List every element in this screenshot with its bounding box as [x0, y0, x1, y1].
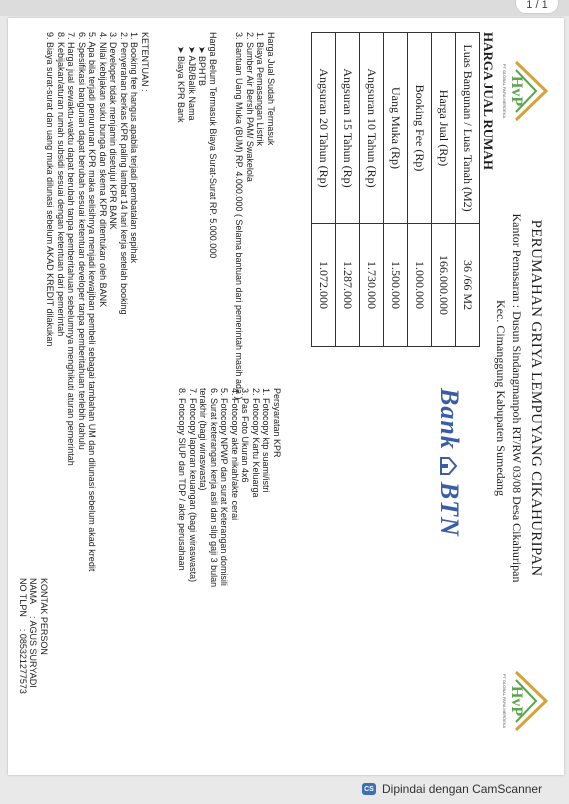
list-item: ➤ Biaya KPR Bank	[176, 46, 187, 123]
contact-phone-label: NO TLPN	[18, 578, 28, 617]
price-section-title: HARGA JUAL RUMAH	[481, 32, 496, 170]
logo-hvp-icon	[500, 58, 550, 124]
list-item: 3. Developer tidak menjamin disetujui KPR BANK	[108, 32, 119, 230]
price-table	[311, 32, 480, 347]
svg-text:HvP: HvP	[508, 75, 525, 107]
row-value: 36 /66 M2	[456, 224, 480, 347]
row-label: Angsuran 20 Tahun (Rp)	[312, 33, 336, 224]
list-item: 1. Biaya Pemasangan Listrik	[255, 32, 266, 147]
office-address: Kantor Pemasaran : Dusun Sindangmanpoh RT/RW 03/08 Desa Cikahuripan	[510, 213, 524, 583]
house-icon	[439, 456, 459, 476]
row-value: 1.730.000	[360, 224, 384, 347]
included-costs	[234, 32, 276, 400]
list-item: 7. Fotocopy laporan keuangan (bagi wiraswasta)	[188, 388, 198, 583]
row-label: Harga Jual (Rp)	[432, 33, 456, 224]
list-item: 4. Fotocopy akte nikah/akte cerai	[230, 388, 240, 521]
contact-phone-row	[18, 578, 29, 694]
kpr-title: Persyaratan KPR	[272, 388, 282, 458]
svg-text:HvP: HvP	[508, 685, 525, 717]
viewer-top-bar	[0, 0, 569, 16]
office-district: Kec. Cimanggung Kabupaten Sumedang	[494, 300, 508, 496]
list-item: 3. Bantuan Uang Muka (BUM) RP. 4.000.000 ( Selama bantuan dari pemerintah masih ada )	[234, 32, 245, 400]
row-label: Angsuran 10 Tahun (Rp)	[360, 33, 384, 224]
table-row	[408, 33, 432, 347]
contact-phone-value: : 085321277573	[18, 628, 28, 694]
list-item: 2. Sumber Air Bersih PAM/ Swakelola	[245, 32, 255, 182]
table-row	[456, 33, 480, 347]
table-row	[360, 33, 384, 347]
table-row	[384, 33, 408, 347]
row-value: 166.000.000	[432, 224, 456, 347]
row-label: Uang Muka (Rp)	[384, 33, 408, 224]
row-label: Angsuran 15 Tahun (Rp)	[336, 33, 360, 224]
row-value: 1.000.000	[408, 224, 432, 347]
svg-text:PT GLOBAL PARA MERDEKA: PT GLOBAL PARA MERDEKA	[502, 63, 507, 119]
row-value: 1.072.000	[312, 224, 336, 347]
terms-list	[45, 32, 150, 571]
excluded-title: Harga Belum Termasuk Biaya Surat-Surat RP. 5.000.000	[208, 32, 218, 259]
bank-prefix: Bank	[435, 388, 464, 450]
list-item: 8. Kebijakan/aturan rumah subsidi sesuai dengan ketentuan dari pemerintah	[56, 32, 66, 337]
row-label: Luas Bangunan / Luas Tanah (M2)	[456, 33, 480, 224]
table-row	[336, 33, 360, 347]
list-item: 9. Biaya surat-surat dan uang muka dilunasi sebelum AKAD KREDIT dilakukan	[45, 32, 56, 347]
company-logo-right	[500, 668, 550, 734]
contact-name-label: NAMA	[28, 578, 39, 605]
table-row	[312, 33, 336, 347]
list-item: 8. Fotocopy SIUP dan TDP / akte perusahaan	[177, 388, 188, 571]
row-value: 1.500.000	[384, 224, 408, 347]
table-row	[432, 33, 456, 347]
included-title: Harga Jual Sudah Termasuk	[266, 32, 276, 146]
row-value: 1.287.000	[336, 224, 360, 347]
list-item: 6. Spesifikasi bangunan dapat berubah sesuai ketentuan developer tanpa pemberitahuan terlebih dahulu	[77, 32, 87, 450]
list-item: 5. Apa bila terjadi penurunan KPR maka selisihnya menjadi kewajiban pembeli sebagai tambahan UM dan dilunasi sebelum akad kredit	[87, 32, 98, 572]
row-label: Booking Fee (Rp)	[408, 33, 432, 224]
camscanner-text: Dipindai dengan CamScanner	[382, 782, 543, 796]
kpr-requirements	[177, 388, 282, 598]
list-item: 6. Surat keterangan kerja asli dan slip gaji 3 bulan terakhir (bagi wiraswasta)	[198, 388, 219, 588]
logo-hvp-icon	[500, 668, 550, 734]
contact-name-value: : AGUS SURYADI	[28, 616, 39, 688]
page-indicator: 1 / 1	[515, 0, 559, 14]
list-item: ➤ AJB/Balik Nama	[187, 46, 197, 121]
bank-name: BTN	[435, 481, 464, 537]
list-item: 2. Penyerahan berkas KPR paling lambat 14 hari kerja setelah booking	[119, 32, 129, 315]
list-item: 1. Fotocopy ktp suami/istri	[261, 388, 272, 493]
list-item: 5. Fotocopy NPWP dan surat Keterangan domisili	[219, 388, 230, 586]
svg-text:PT GLOBAL PARA MERDEKA: PT GLOBAL PARA MERDEKA	[502, 673, 507, 729]
bank-btn-logo	[434, 388, 464, 537]
company-logo-left	[500, 58, 550, 124]
camscanner-watermark	[362, 782, 542, 796]
scanned-document-page	[8, 18, 564, 775]
list-item: ➤ BPHTB	[197, 46, 208, 87]
contact-title: KONTAK PERSON	[39, 578, 49, 655]
list-item: 1. Booking fee hangus apabila terjadi pembatalan sepihak	[129, 32, 140, 264]
rotated-content	[8, 18, 564, 775]
terms-title: KETENTUAN :	[140, 32, 150, 92]
contact-person	[18, 578, 50, 694]
excluded-costs	[176, 32, 218, 258]
camscanner-icon: CS	[362, 783, 376, 795]
list-item: 2. Fotocopy Kartu Keluarga	[251, 388, 261, 498]
list-item: 4. Nilai kebijakan suku bunga dan skema KPR ditentukan oleh BANK	[98, 32, 108, 308]
document-title: PERUMAHAN GRIYA LEMPUYANG CIKAHURIPAN	[528, 219, 544, 577]
list-item: 3. Pas Foto Ukuran 4x6	[240, 388, 251, 483]
list-item: 7. Harga jual sewaktu-waktu dapat berubah tanpa pemberitahuan sebelumnya menghikuti aturan pemerintah	[66, 32, 77, 466]
contact-name-row	[28, 578, 39, 694]
